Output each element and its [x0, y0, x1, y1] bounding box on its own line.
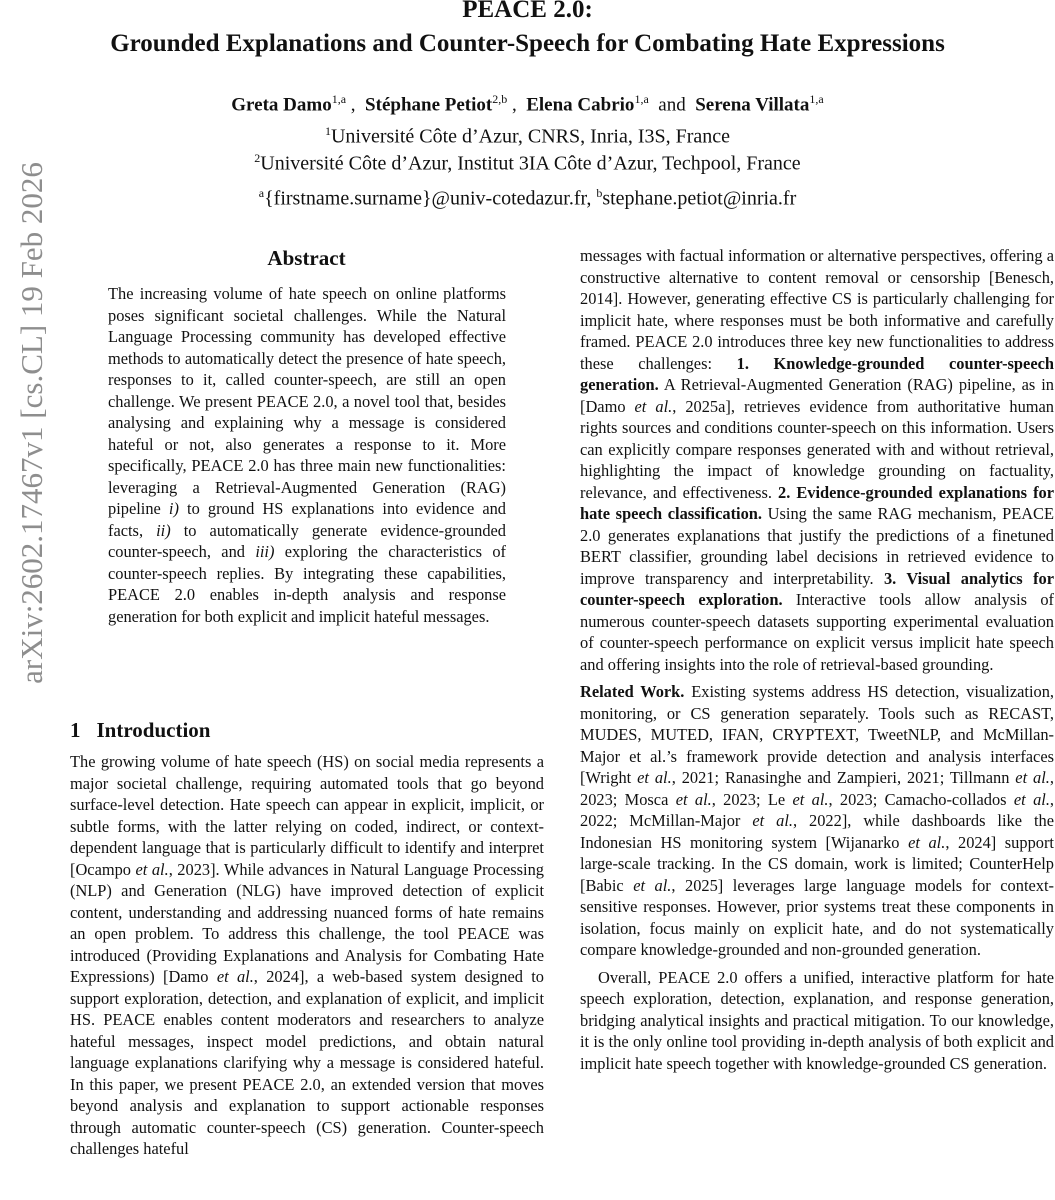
author-list: [0, 86, 1055, 118]
citation-etal: et al.: [752, 811, 793, 830]
author-sup: 1,a: [634, 92, 649, 106]
author-name: Stéphane Petiot: [365, 94, 493, 116]
body-text: , 2022], while dashboards like the Indonesian HS monitoring system [Wijanarko: [580, 811, 1054, 852]
citation-etal: et al.: [908, 832, 946, 852]
functionality-3-label: 3. Visual analytics for counter-speech exploration.: [580, 568, 1054, 609]
citation-etal: et al.: [216, 967, 254, 986]
affil-sup: 1: [324, 124, 331, 138]
affil-text: Université Côte d’Azur, CNRS, Inria, I3S, France: [330, 125, 731, 148]
body-text: messages with factual information or alternative perspectives, offering a constructive alternative to content removal or censorship [Benesch, 2014]. However, generating effective CS is particularly challenging for implicit hate, where responses must be both informative and carefully framed. PEACE 2.0 introduces three key new functionalities to address these challenges:: [580, 246, 1054, 373]
intro-text: The growing volume of hate speech (HS) on social media represents a major societal challenge, requiring automated tools that go beyond surface-level detection. Hate speech can appear in explicit, implicit, or subtle forms, with the latter relying on coded, indirect, or context-dependent language that is particularly difficult to identify and interpret [Ocampo: [70, 752, 544, 879]
section-heading-introduction: [70, 718, 210, 743]
citation-etal: et al.: [1013, 789, 1050, 809]
section-number: 1: [70, 718, 81, 742]
body-text: , 2022; McMillan-Major: [580, 789, 1055, 830]
body-text: Interactive tools allow analysis of numerous counter-speech datasets supporting experimental evaluation of counter-speech performance on explicit versus implicit hate speech and offering insights into the role of retrieval-based grounding.: [580, 590, 1054, 674]
body-text: A Retrieval-Augmented Generation (RAG) pipeline, as in [Damo: [580, 375, 1055, 416]
citation-etal: et al.: [135, 859, 169, 879]
citation-etal: et al.: [637, 768, 672, 787]
section-title: Introduction: [96, 718, 211, 742]
author-name: Greta Damo: [231, 94, 332, 116]
citation-etal: et al.: [675, 789, 712, 809]
body-text: , 2025a], retrieves evidence from authoritative human rights sources and conditions counter-speech on this information. Users can explicitly compare responses generated with and without retrieval, highlighting the impact of knowledge grounding on factuality, relevance, and effectiveness.: [580, 396, 1054, 502]
citation-etal: et al.: [792, 789, 829, 809]
abstract-text: The increasing volume of hate speech on online platforms poses significant societal challenges. While the Natural Language Processing community has developed effective methods to automatically detect the presence of hate speech, responses to it, called counter-speech, are still an open challenge. We present PEACE 2.0, a novel tool that, besides analysing and explaining why a message is considered hateful or not, also generates a response to it. More specifically, PEACE 2.0 has three main new functionalities: leveraging a Retrieval-Augmented Generation (RAG) pipeline: [108, 284, 506, 518]
introduction-body: [70, 751, 544, 1160]
author-sup: 2,b: [492, 92, 508, 106]
email-sup: b: [596, 186, 603, 200]
author-sup: 1,a: [331, 92, 347, 106]
abstract-text: exploring the characteristics of counter-speech replies. By integrating these capabilities, PEACE 2.0 enables in-depth analysis and response generation for both explicit and implicit hateful messages.: [108, 542, 506, 626]
body-text: Using the same RAG mechanism, PEACE 2.0 generates explanations that justify the predictions of a finetuned BERT classifier, grounding label decisions in retrieved evidence to improve transparency and interpretability.: [580, 504, 1055, 588]
email-b: stephane.petiot@inria.fr: [602, 187, 797, 210]
body-text: Existing systems address HS detection, visualization, monitoring, or CS generation separately. Tools such as RECAST, MUDES, MUTED, IFAN, CRYPTEXT, TweetNLP, and McMillan-Major et al.’s framework provide detection and analysis interfaces [Wright: [580, 682, 1054, 787]
affiliation-2: [0, 145, 1055, 177]
author-name: Elena Cabrio: [526, 94, 635, 116]
author-sep: ,: [511, 94, 517, 116]
functionalities-paragraph: [580, 245, 1054, 675]
author-sep: ,: [350, 94, 356, 116]
body-text: , 2023; Le: [711, 789, 786, 809]
functionality-2-label: 2. Evidence-grounded explanations for hate speech classification.: [580, 482, 1054, 523]
citation-etal: et al.: [1015, 768, 1050, 787]
author-emails: [0, 180, 1055, 212]
abstract-heading: Abstract: [267, 246, 346, 270]
paper-title-line2: Grounded Explanations and Counter-Speech for Combating Hate Expressions: [110, 30, 945, 57]
body-text: , 2023; Camacho-collados: [828, 789, 1007, 809]
arxiv-sidebar-stamp: arXiv:2602.17467v1 [cs.CL] 19 Feb 2026: [14, 162, 49, 684]
abstract-text: to automatically generate evidence-grounded counter-speech, and: [108, 520, 506, 561]
abstract-enum: i): [168, 499, 179, 518]
abstract-enum: iii): [255, 542, 275, 561]
functionality-1-label: 1. Knowledge-grounded counter-speech generation.: [580, 353, 1054, 394]
affil-sup: 2: [254, 151, 261, 165]
intro-text: , 2023]. While advances in Natural Language Processing (NLP) and Generation (NLG) have improved detection of explicit content, understanding and addressing nuanced forms of hate remains an open problem. To address this challenge, the tool PEACE was introduced (Providing Explanations and Analysis for Combating Hate Expressions) [Damo: [70, 859, 544, 986]
abstract-enum: ii): [156, 520, 171, 540]
right-column-body: [580, 245, 1054, 1074]
overall-paragraph: Overall, PEACE 2.0 offers a unified, interactive platform for hate speech exploration, detection, explanation, and response generation, bridging analytical insights and practical mitigation. To our knowledge, it is the only online tool providing in-depth analysis of both explicit and implicit hate speech together with knowledge-grounded CS generation.: [580, 967, 1054, 1073]
email-sup: a: [258, 186, 265, 200]
author-name: Serena Villata: [695, 94, 810, 116]
email-a: {firstname.surname}@univ-cotedazur.fr,: [264, 187, 592, 210]
body-text: , 2021; Ranasinghe and Zampieri, 2021; Tillmann: [671, 768, 1010, 787]
citation-etal: et al.: [634, 396, 673, 416]
body-text: , 2024] support large-scale tracking. In the CS domain, work is limited; CounterHelp [Babic: [580, 832, 1054, 895]
body-text: , 2025] leverages large language models for context-sensitive responses. However, prior systems treat these components in isolation, focus mainly on explicit hate, and do not systematically compare knowledge-grounded and non-grounded generation.: [580, 875, 1054, 959]
affil-text: Université Côte d’Azur, Institut 3IA Côte d’Azur, Techpool, France: [260, 152, 801, 175]
abstract-body: [108, 283, 506, 627]
citation-etal: et al.: [633, 875, 672, 895]
author-sup: 1,a: [809, 92, 824, 106]
abstract-text: to ground HS explanations into evidence and facts,: [108, 499, 507, 540]
author-and: and: [658, 94, 686, 116]
body-text: , 2023; Mosca: [580, 768, 1054, 809]
intro-text: , 2024], a web-based system designed to support exploration, detection, and explanation of explicit, and implicit HS. PEACE enables content moderators and researchers to analyze hateful messages, inspect model predictions, and obtain natural language explanations clarifying why a message is considered hateful. In this paper, we present PEACE 2.0, an extended version that moves beyond analysis and explanation to support actionable responses through automatic counter-speech (CS) generation. Counter-speech challenges hateful: [70, 967, 544, 1158]
paper-title-line1: PEACE 2.0:: [462, 0, 593, 23]
related-work-paragraph: [580, 681, 1054, 961]
related-work-heading: Related Work.: [580, 682, 685, 701]
